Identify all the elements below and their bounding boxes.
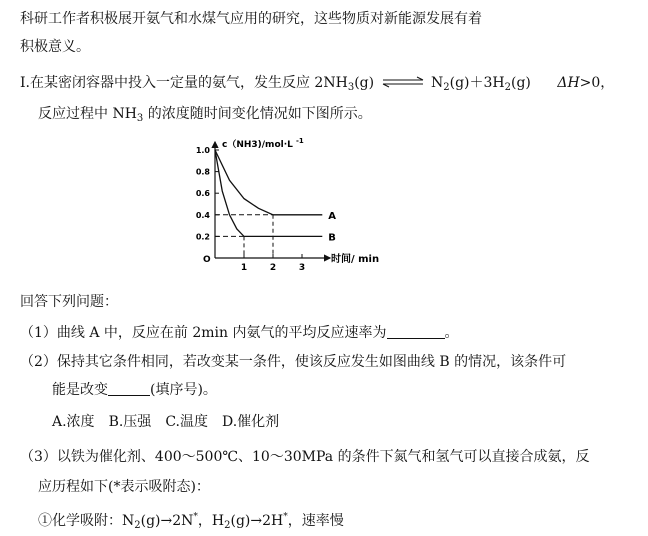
step1-b: (g)→2N: [140, 513, 194, 529]
question-2-line-2: [52, 381, 217, 399]
y-tick-label: 0.6: [195, 189, 210, 199]
caption-a: 反应过程中 NH: [38, 106, 137, 122]
step1-sub2: 2: [224, 520, 231, 531]
n2-state: (g)＋3H: [449, 75, 505, 91]
option-a: A.浓度: [52, 414, 95, 430]
question-2-line-1: （2）保持其它条件相同，若改变某一条件，使该反应发生如图曲线 B 的情况，该条件可: [20, 354, 567, 370]
q1-end: 。: [444, 325, 459, 341]
origin-label: O: [203, 255, 211, 265]
step1-sub1: 2: [134, 520, 141, 531]
y-tick-label: 0.2: [195, 232, 210, 242]
question-3-step-1: [38, 508, 344, 535]
option-d: D.催化剂: [221, 414, 280, 430]
x-axis-label: 时间/ min: [331, 254, 380, 265]
chart-caption: [38, 105, 372, 128]
nh3-subscript: 3: [347, 82, 355, 93]
part-label: I.: [20, 75, 30, 91]
step1-d: (g)→2H: [230, 513, 284, 529]
series-line-B: [215, 150, 322, 236]
y-axis-label: c（NH3)/mol·L $^{-1}$: [222, 137, 304, 150]
q1-answer-blank[interactable]: [387, 324, 445, 339]
x-tick-label: 1: [240, 263, 248, 273]
question-1: [20, 324, 459, 342]
questions-intro: 回答下列问题：: [20, 294, 118, 310]
q2-text-b: (填序号)。: [150, 382, 217, 398]
delta-h: ΔH: [557, 75, 580, 91]
equation-lead: 在某密闭容器中投入一定量的氨气，发生反应 2NH: [29, 75, 348, 91]
question-2-options: [52, 413, 279, 431]
question-3-line-1: （3）以铁为催化剂、400～500℃、10～30MPa 的条件下氮气和氢气可以直接合成氨，反: [20, 449, 590, 465]
step1-sup2: *: [283, 512, 288, 522]
x-tick-label: 3: [298, 263, 306, 273]
step1-c: ，H: [197, 513, 225, 529]
option-c: C.温度: [165, 414, 208, 430]
y-tick-label: 0.8: [195, 167, 210, 177]
option-b: B.压强: [108, 414, 152, 430]
intro-line-2: 积极意义。: [20, 39, 90, 55]
intro-line-1: 科研工作者积极展开氨气和水煤气应用的研究，这些物质对新能源发展有着: [20, 11, 482, 27]
nh3-state: (g): [354, 75, 375, 91]
q2-answer-blank[interactable]: [108, 381, 150, 396]
step1-sup1: *: [193, 512, 198, 522]
x-tick-label: 2: [269, 263, 277, 273]
caption-b: 的浓度随时间变化情况如下图所示。: [143, 106, 372, 122]
q2-text-a: 能是改变: [52, 382, 108, 398]
q1-text: （1）曲线 A 中，反应在前 2min 内氨气的平均反应速率为: [20, 325, 387, 341]
h2-state: (g): [511, 75, 531, 91]
reaction-equation: [20, 74, 614, 97]
y-tick-label: 1.0: [195, 146, 210, 155]
h2-subscript: 2: [504, 82, 511, 93]
n2-subscript: 2: [443, 82, 450, 93]
caption-subscript: 3: [136, 113, 144, 124]
series-line-A: [215, 150, 322, 215]
step1-e: ，速率慢: [287, 513, 344, 529]
series-label-A: A: [328, 210, 337, 222]
delta-h-sign: >0，: [579, 75, 615, 91]
step1-a: ①化学吸附：N: [38, 513, 135, 529]
series-label-B: B: [328, 232, 336, 244]
question-3-line-2: 应历程如下(*表示吸附态)：: [38, 479, 210, 495]
equilibrium-arrow-icon: [379, 76, 427, 88]
n2-symbol: N: [430, 75, 444, 91]
y-tick-label: 0.4: [195, 210, 210, 220]
